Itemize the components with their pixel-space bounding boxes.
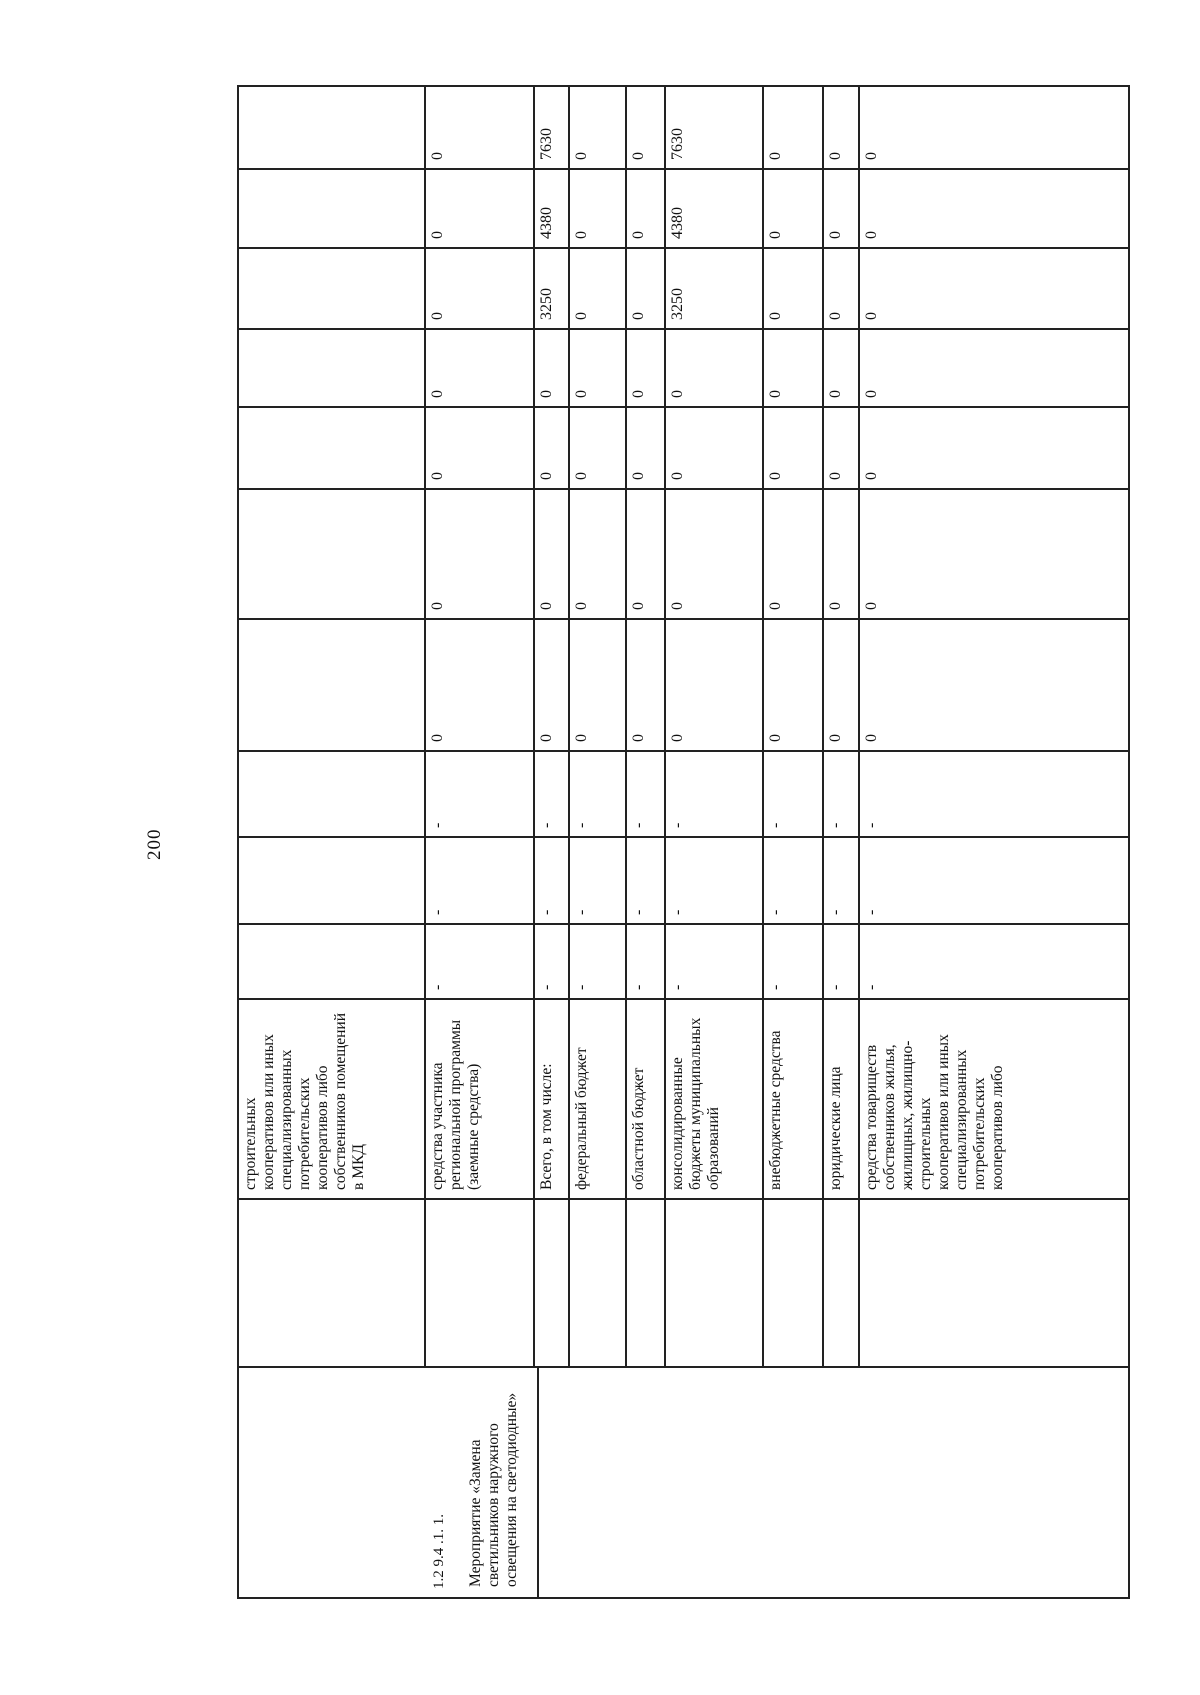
- funding-source-cell: Всего, в том числе:: [538, 1063, 555, 1190]
- value-cell: 0: [767, 390, 784, 398]
- value-cell: 0: [827, 231, 844, 239]
- funding-source-cell: средства участника региональной программы (заемные средства): [429, 1019, 482, 1190]
- dash-cell: -: [429, 984, 446, 990]
- dash-cell: -: [767, 909, 784, 915]
- dash-cell: -: [573, 984, 590, 990]
- value-cell: 0: [863, 602, 880, 610]
- value-cell: 0: [630, 602, 647, 610]
- value-cell: 0: [573, 472, 590, 480]
- value-cell: 0: [429, 231, 446, 239]
- value-cell: 0: [767, 312, 784, 320]
- dash-cell: -: [573, 909, 590, 915]
- grid-line-vertical: [1128, 85, 1130, 1597]
- dash-cell: -: [669, 822, 686, 828]
- value-cell: 4380: [538, 207, 555, 239]
- value-cell: 0: [827, 312, 844, 320]
- dash-cell: -: [538, 984, 555, 990]
- value-cell: 0: [429, 472, 446, 480]
- dash-cell: -: [630, 909, 647, 915]
- value-cell: 0: [669, 602, 686, 610]
- dash-cell: -: [863, 984, 880, 990]
- item-name-cell: Мероприятие «Замена светильников наружного освещения на светодиодные»: [467, 1392, 520, 1587]
- dash-cell: -: [538, 822, 555, 828]
- value-cell: 0: [429, 312, 446, 320]
- value-cell: 0: [429, 152, 446, 160]
- value-cell: 0: [827, 734, 844, 742]
- funding-source-cell: областной бюджет: [630, 1067, 647, 1190]
- dash-cell: -: [827, 984, 844, 990]
- value-cell: 0: [767, 231, 784, 239]
- value-cell: 0: [863, 312, 880, 320]
- value-cell: 0: [767, 602, 784, 610]
- dash-cell: -: [863, 822, 880, 828]
- value-cell: 0: [863, 152, 880, 160]
- dash-cell: -: [669, 984, 686, 990]
- value-cell: 0: [538, 602, 555, 610]
- dash-cell: -: [827, 822, 844, 828]
- value-cell: 0: [669, 390, 686, 398]
- value-cell: 0: [630, 390, 647, 398]
- value-cell: 0: [863, 472, 880, 480]
- value-cell: 7630: [538, 128, 555, 160]
- page-number: 200: [144, 828, 165, 860]
- funding-source-cell: внебюджетные средства: [767, 1030, 784, 1190]
- funding-source-cell: юридические лица: [827, 1066, 844, 1190]
- value-cell: 0: [429, 602, 446, 610]
- value-cell: 0: [669, 472, 686, 480]
- value-cell: 0: [863, 231, 880, 239]
- value-cell: 3250: [538, 288, 555, 320]
- value-cell: 0: [630, 231, 647, 239]
- value-cell: 0: [429, 734, 446, 742]
- dash-cell: -: [630, 984, 647, 990]
- dash-cell: -: [767, 822, 784, 828]
- value-cell: 0: [573, 312, 590, 320]
- value-cell: 0: [630, 734, 647, 742]
- grid-line-vertical: [237, 85, 239, 1597]
- value-cell: 0: [573, 231, 590, 239]
- value-cell: 0: [767, 734, 784, 742]
- value-cell: 0: [827, 602, 844, 610]
- value-cell: 0: [573, 602, 590, 610]
- value-cell: 0: [827, 152, 844, 160]
- dash-cell: -: [429, 909, 446, 915]
- value-cell: 0: [827, 390, 844, 398]
- value-cell: 0: [863, 390, 880, 398]
- dash-cell: -: [538, 909, 555, 915]
- value-cell: 4380: [669, 207, 686, 239]
- value-cell: 0: [538, 734, 555, 742]
- funding-source-cell: федеральный бюджет: [573, 1047, 590, 1190]
- value-cell: 0: [573, 152, 590, 160]
- value-cell: 0: [669, 734, 686, 742]
- grid-line-horizontal: [237, 1366, 1130, 1368]
- dash-cell: -: [827, 909, 844, 915]
- grid-line-horizontal: [237, 1597, 1130, 1599]
- dash-cell: -: [767, 984, 784, 990]
- dash-cell: -: [429, 822, 446, 828]
- item-number-cell: 1.2 9.4 .1. 1.: [431, 1514, 447, 1589]
- funding-source-cell: средства товариществ собственников жилья, жилищных, жилищно-строительных кооперативов или иных специализированных потребительских кооперативов либо: [863, 1034, 1006, 1190]
- value-cell: 0: [429, 390, 446, 398]
- dash-cell: -: [573, 822, 590, 828]
- value-cell: 0: [573, 390, 590, 398]
- value-cell: 0: [630, 472, 647, 480]
- value-cell: 0: [630, 152, 647, 160]
- dash-cell: -: [630, 822, 647, 828]
- value-cell: 0: [767, 152, 784, 160]
- value-cell: 0: [767, 472, 784, 480]
- value-cell: 7630: [669, 128, 686, 160]
- value-cell: 0: [827, 472, 844, 480]
- value-cell: 3250: [669, 288, 686, 320]
- value-cell: 0: [573, 734, 590, 742]
- value-cell: 0: [538, 472, 555, 480]
- dash-cell: -: [669, 909, 686, 915]
- value-cell: 0: [863, 734, 880, 742]
- dash-cell: -: [863, 909, 880, 915]
- funding-source-cell: строительных кооперативов или иных специализированных потребительских кооперативов либо собственников помещений в МКД: [242, 1013, 367, 1190]
- grid-line-horizontal: [237, 1198, 1130, 1200]
- value-cell: 0: [538, 390, 555, 398]
- value-cell: 0: [630, 312, 647, 320]
- funding-source-cell: консолидированные бюджеты муниципальных образований: [669, 1017, 722, 1190]
